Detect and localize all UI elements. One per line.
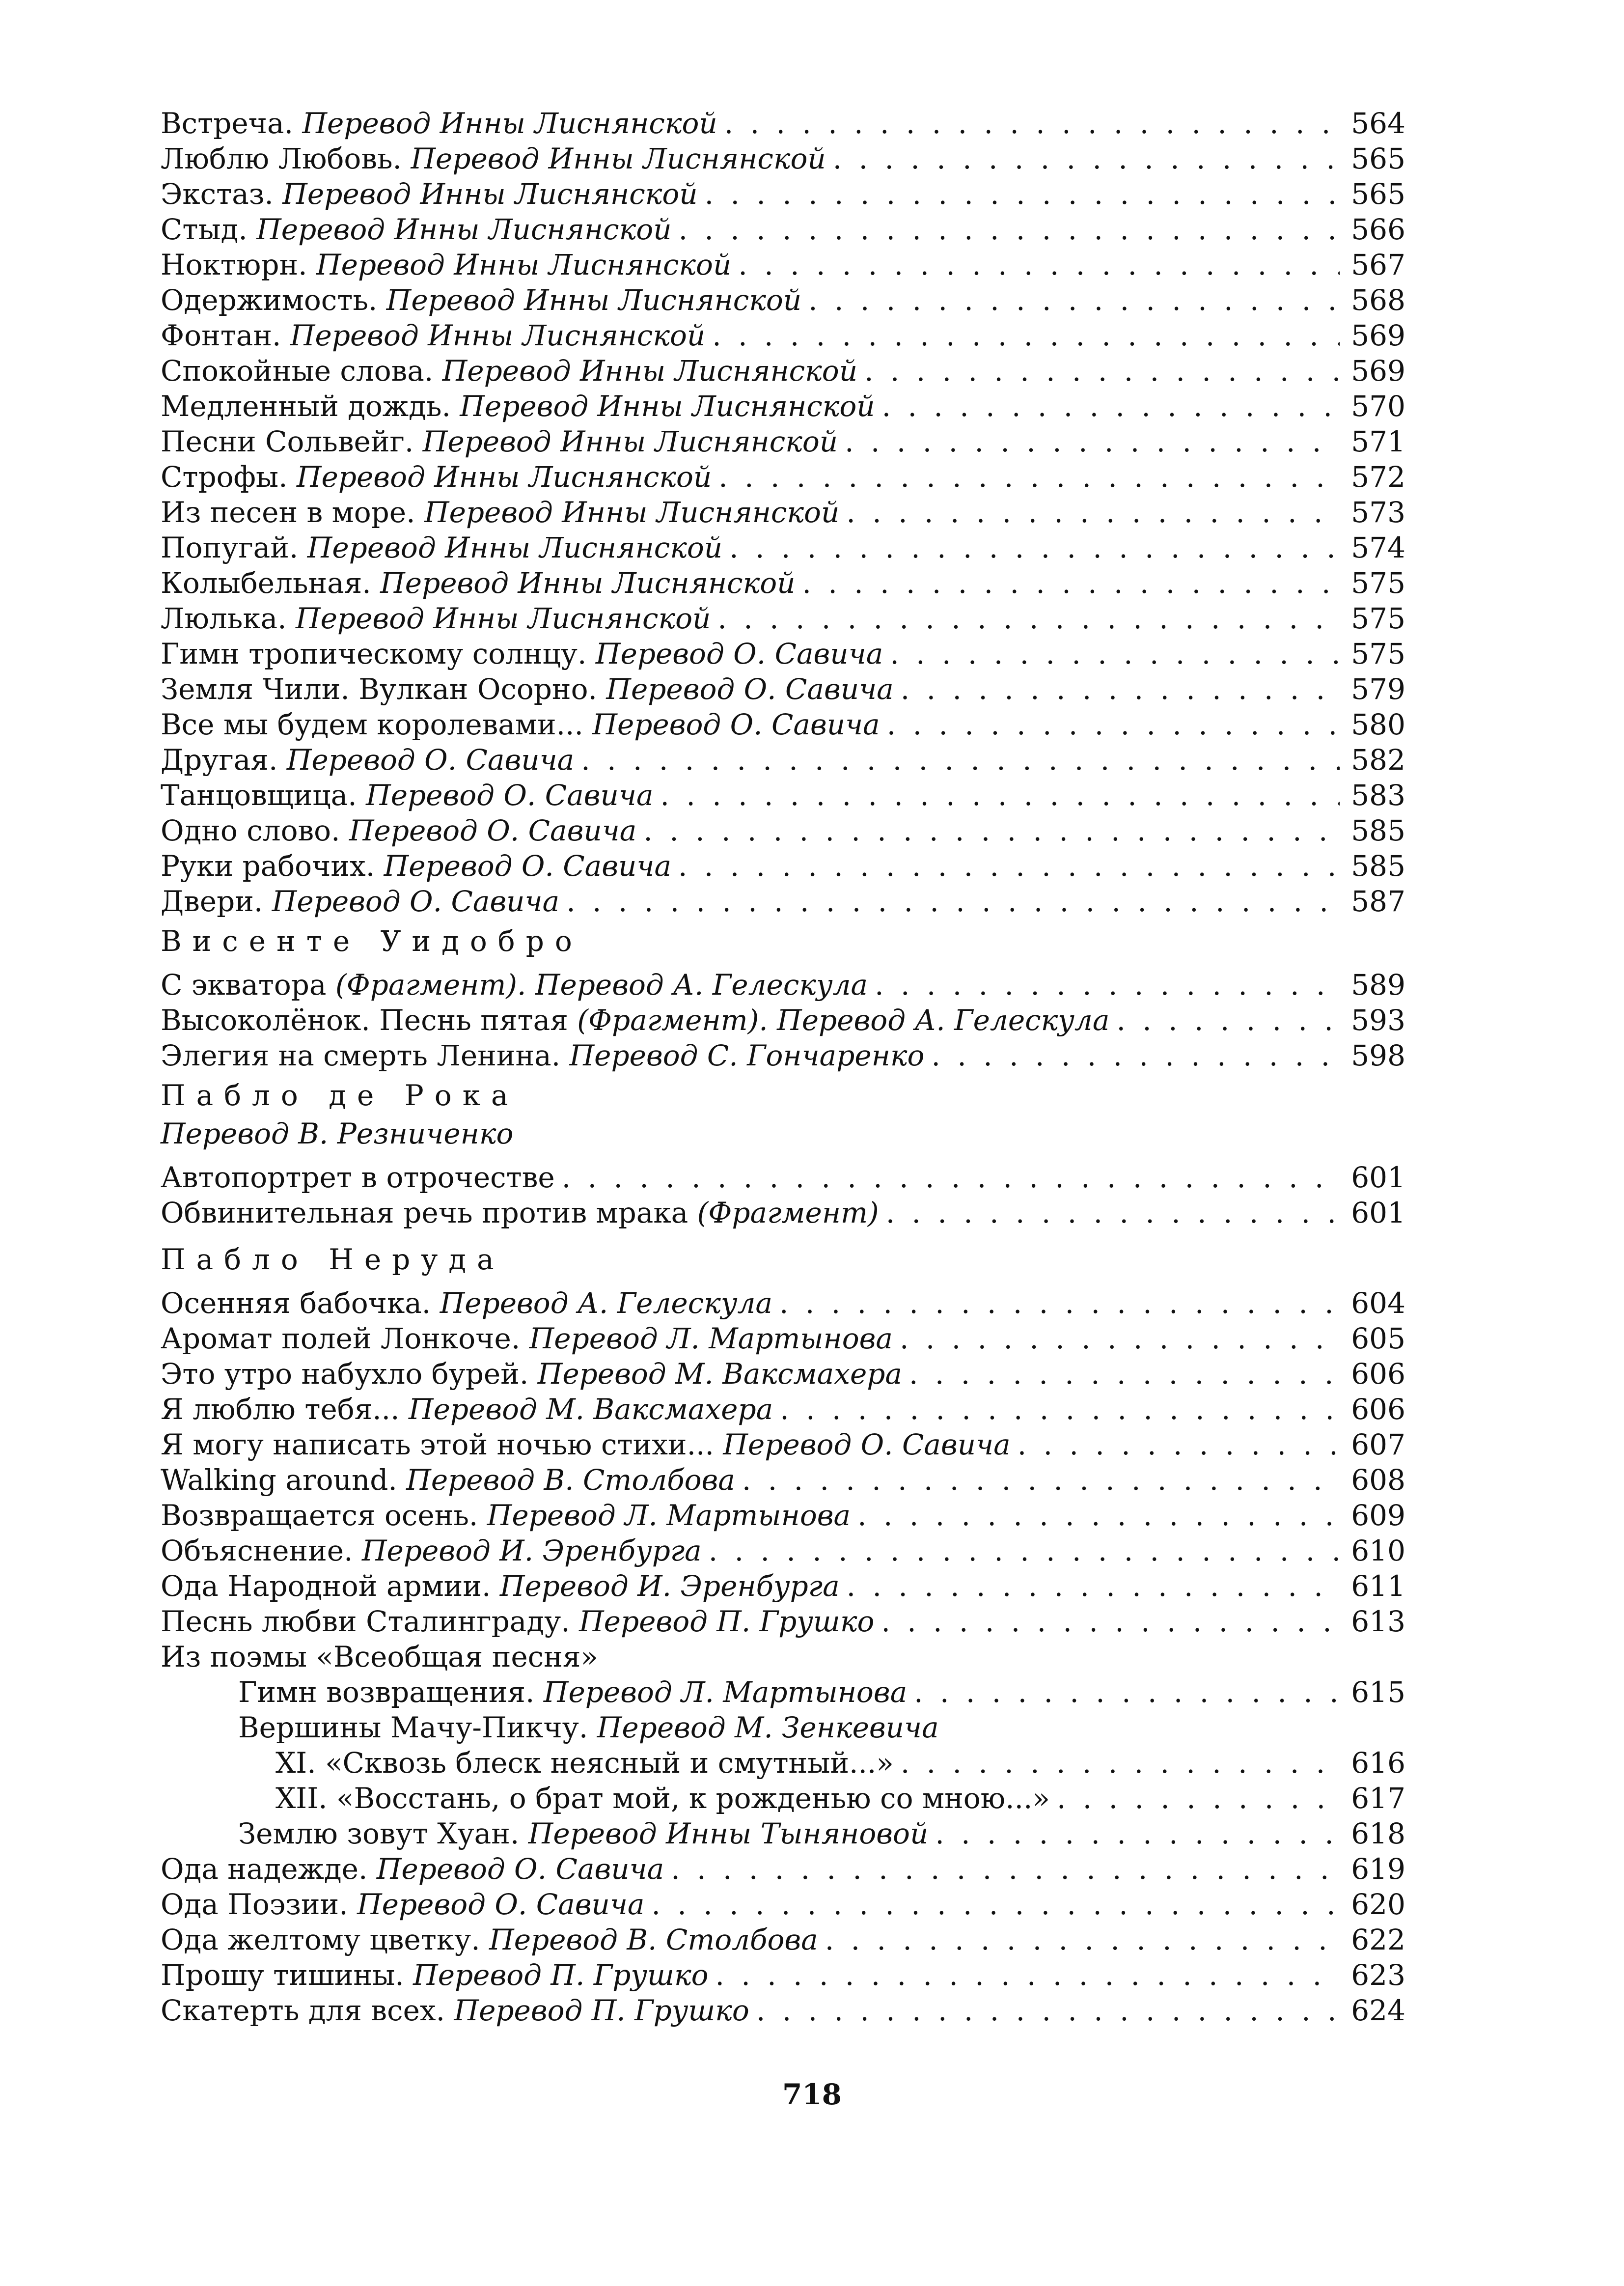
table-of-contents (161, 106, 1405, 2028)
entry-title-text: Вершины Мачу-Пикчу. (238, 1711, 588, 1744)
entry-title (161, 636, 883, 671)
entry-page-number: 601 (1351, 1161, 1405, 1194)
entry-page-number: 575 (1351, 566, 1405, 600)
toc-entry (161, 1887, 1405, 1922)
toc-entry (161, 884, 1405, 919)
entry-title-text: Медленный дождь. (161, 390, 451, 423)
dot-leader (679, 212, 1340, 247)
entry-page-number: 569 (1351, 319, 1405, 352)
entry-title (161, 1851, 664, 1887)
entry-title (161, 1887, 644, 1922)
entry-title (161, 707, 880, 742)
entry-translator: Перевод Инны Тыняновой (528, 1817, 929, 1850)
entry-translator: Перевод Инны Лиснянской (460, 390, 875, 423)
entry-title (161, 1160, 555, 1195)
entry-title-text: Танцовщица. (161, 779, 357, 812)
entry-translator: Перевод О. Савича (606, 672, 894, 706)
entry-translator: Перевод О. Савича (349, 814, 637, 847)
entry-title (161, 813, 636, 848)
entry-translator: Перевод Инны Лиснянской (386, 283, 802, 317)
entry-title-text: Ода Народной армии. (161, 1569, 491, 1603)
dot-leader (671, 1851, 1340, 1887)
entry-page-number: 618 (1351, 1817, 1405, 1850)
entry-title-text: Осенняя бабочка. (161, 1286, 431, 1320)
toc-entry (161, 212, 1405, 247)
dot-leader (678, 848, 1340, 884)
entry-title (161, 212, 672, 247)
entry-title-text: Люлька. (161, 602, 287, 635)
entry-title (238, 1710, 939, 1745)
entry-translator: Перевод Инны Лиснянской (302, 107, 717, 140)
entry-page-number: 570 (1351, 390, 1405, 423)
entry-title (161, 1321, 893, 1356)
entry-translator: Перевод Инны Лиснянской (442, 354, 858, 388)
entry-title-text: Элегия на смерть Ленина. (161, 1039, 561, 1072)
entry-title-text: Одержимость. (161, 283, 378, 317)
entry-translator: Перевод И. Эренбурга (361, 1534, 702, 1567)
entry-title-text: Я люблю тебя... (161, 1393, 400, 1426)
toc-entry (161, 967, 1405, 1003)
entry-page-number: 606 (1351, 1393, 1405, 1426)
entry-title-text: Возвращается осень. (161, 1499, 478, 1532)
entry-title (161, 141, 826, 176)
entry-page-number: 575 (1351, 602, 1405, 635)
entry-title (161, 1195, 879, 1230)
toc-entry (161, 813, 1405, 848)
entry-title-text: Другая. (161, 743, 278, 777)
spacer (161, 1230, 1405, 1237)
section-author-huidobro: Висенте Уидобро (161, 924, 583, 958)
toc-entry (161, 565, 1405, 601)
entry-title-text: Обвинительная речь против мрака (161, 1196, 688, 1229)
entry-title (161, 884, 559, 919)
toc-entry (161, 353, 1405, 389)
entry-page-number: 608 (1351, 1463, 1405, 1497)
entry-title-text: Люблю Любовь. (161, 142, 402, 175)
toc-entry (161, 176, 1405, 212)
dot-leader (709, 1533, 1340, 1568)
entry-title-text: Строфы. (161, 460, 288, 494)
entry-title-text: Землю зовут Хуан. (238, 1817, 520, 1850)
entry-page-number: 624 (1351, 1994, 1405, 2027)
entry-title-text: Встреча. (161, 107, 294, 140)
dot-leader (909, 1356, 1340, 1392)
entry-title-text: XI. «Сквозь блеск неясный и смутный...» (275, 1746, 894, 1780)
toc-entry (161, 1285, 1405, 1321)
dot-leader (881, 1604, 1340, 1639)
entry-title-text: Одно слово. (161, 814, 340, 847)
entry-translator: Перевод Инны Лиснянской (380, 566, 796, 600)
entry-page-number: 611 (1351, 1569, 1405, 1603)
entry-page-number: 620 (1351, 1888, 1405, 1921)
toc-entry (161, 282, 1405, 318)
section-author-rokha: Пабло де Рока (161, 1079, 519, 1112)
entry-translator: Перевод М. Ваксмахера (537, 1357, 902, 1391)
toc-entry (161, 1003, 1405, 1038)
entry-title (161, 565, 796, 601)
dot-leader (1018, 1427, 1340, 1462)
entry-page-number: 571 (1351, 425, 1405, 458)
entry-translator: Перевод О. Савича (357, 1888, 645, 1921)
entry-title (275, 1745, 894, 1781)
dot-leader (729, 530, 1340, 565)
entry-page-number: 615 (1351, 1675, 1405, 1709)
entry-title (161, 1356, 902, 1392)
toc-entry (161, 389, 1405, 424)
dot-leader (651, 1887, 1340, 1922)
entry-title-text: Из песен в море. (161, 496, 415, 529)
spacer (161, 960, 1405, 967)
toc-entry (161, 1195, 1405, 1230)
entry-title (161, 424, 838, 459)
entry-title-text: Ода желтому цветку. (161, 1923, 480, 1956)
toc-entry (161, 636, 1405, 671)
entry-page-number: 585 (1351, 814, 1405, 847)
dot-leader (712, 318, 1340, 353)
toc-entry (161, 1038, 1405, 1073)
entry-page-number: 567 (1351, 248, 1405, 281)
dot-leader (901, 671, 1340, 707)
entry-page-number: 616 (1351, 1746, 1405, 1780)
toc-entry (161, 1392, 1405, 1427)
entry-title (161, 1498, 851, 1533)
dot-leader (886, 1195, 1340, 1230)
entry-title-text: Гимн возвращения. (238, 1675, 535, 1709)
entry-page-number: 604 (1351, 1286, 1405, 1320)
entry-translator: Перевод М. Зенкевича (597, 1711, 939, 1744)
entry-translator: Перевод О. Савича (286, 743, 575, 777)
entry-page-number: 601 (1351, 1196, 1405, 1229)
entry-title (161, 1922, 818, 1957)
entry-page-number: 579 (1351, 672, 1405, 706)
entry-translator: Перевод Инны Лиснянской (290, 319, 706, 352)
entry-page-number: 585 (1351, 849, 1405, 883)
entry-title (161, 601, 711, 636)
toc-entry (161, 671, 1405, 707)
dot-leader (705, 176, 1340, 212)
entry-title (161, 1957, 709, 1993)
dot-leader (846, 495, 1340, 530)
dot-leader (566, 884, 1340, 919)
entry-translator: Перевод Л. Мартынова (529, 1322, 893, 1355)
toc-entry (161, 495, 1405, 530)
entry-translator: Перевод О. Савича (376, 1852, 664, 1886)
entry-title (161, 1462, 735, 1498)
section-author-neruda: Пабло Неруда (161, 1243, 505, 1276)
entry-title-text: Все мы будем королевами... (161, 708, 583, 741)
entry-translator: Перевод А. Гелескула (440, 1286, 772, 1320)
dot-leader (847, 1568, 1340, 1604)
entry-translator: Перевод Инны Лиснянской (296, 602, 711, 635)
toc-entry (161, 707, 1405, 742)
entry-translator: Перевод О. Савича (723, 1428, 1011, 1461)
entry-title (161, 671, 894, 707)
entry-title (161, 495, 839, 530)
entry-title (161, 389, 875, 424)
toc-entry (161, 1993, 1405, 2028)
entry-title (238, 1674, 907, 1710)
toc-entry (161, 1427, 1405, 1462)
entry-title (161, 318, 705, 353)
entry-translator: Перевод А. Гелескула (535, 968, 868, 1002)
entry-translator: Перевод Инны Лиснянской (256, 213, 672, 246)
poem-heading: Из поэмы «Всеобщая песня» (161, 1640, 598, 1673)
entry-title (161, 1568, 840, 1604)
toc-entry (161, 1922, 1405, 1957)
toc-entry (161, 1498, 1405, 1533)
toc-entry (161, 742, 1405, 778)
toc-entry (161, 1957, 1405, 1993)
entry-title (161, 1392, 773, 1427)
dot-leader (1057, 1781, 1340, 1816)
entry-page-number: 605 (1351, 1322, 1405, 1355)
dot-leader (857, 1498, 1340, 1533)
entry-title-text: С экватора (161, 968, 327, 1002)
entry-title-text: Стыд. (161, 213, 248, 246)
toc-entry (161, 424, 1405, 459)
entry-note: (Фрагмент) (697, 1196, 879, 1229)
toc-entry (161, 1781, 1405, 1816)
toc-entry (161, 141, 1405, 176)
entry-title-text: Ода Поэзии. (161, 1888, 348, 1921)
entry-title (161, 530, 722, 565)
dot-leader (716, 1957, 1340, 1993)
entry-page-number: 569 (1351, 354, 1405, 388)
entry-page-number: 565 (1351, 142, 1405, 175)
toc-entry (161, 1816, 1405, 1851)
entry-title-text: XII. «Восстань, о брат мой, к рожденью со мною...» (275, 1782, 1050, 1815)
entry-page-number: 573 (1351, 496, 1405, 529)
entry-title (161, 247, 731, 282)
entry-page-number: 609 (1351, 1499, 1405, 1532)
entry-title-text: Аромат полей Лонкоче. (161, 1322, 521, 1355)
toc-entry (161, 1674, 1405, 1710)
entry-translator: Перевод И. Эренбурга (499, 1569, 840, 1603)
entry-title-text: Двери. (161, 885, 263, 918)
dot-leader (756, 1993, 1340, 2028)
section-translator: Перевод В. Резниченко (161, 1117, 514, 1150)
entry-page-number: 606 (1351, 1357, 1405, 1391)
spacer (161, 1153, 1405, 1160)
entry-page-number: 589 (1351, 968, 1405, 1002)
spacer (161, 1279, 1405, 1285)
page-number-footer: 718 (782, 2078, 842, 2111)
entry-page-number: 587 (1351, 885, 1405, 918)
entry-page-number: 575 (1351, 637, 1405, 670)
dot-leader (808, 282, 1340, 318)
dot-leader (825, 1922, 1340, 1957)
entry-title-text: Высоколёнок. Песнь пятая (161, 1004, 568, 1037)
entry-title-text: Walking around. (161, 1463, 397, 1497)
entry-title (161, 742, 574, 778)
toc-entry (161, 1568, 1405, 1604)
entry-title (238, 1816, 928, 1851)
entry-title-text: Это утро набухло бурей. (161, 1357, 529, 1391)
entry-translator: Перевод Инны Лиснянской (296, 460, 712, 494)
entry-title-text: Ода надежде. (161, 1852, 368, 1886)
entry-page-number: 583 (1351, 779, 1405, 812)
entry-page-number: 568 (1351, 283, 1405, 317)
entry-title (161, 778, 654, 813)
entry-note: (Фрагмент). (335, 968, 526, 1002)
dot-leader (724, 106, 1340, 141)
entry-title-text: Автопортрет в отрочестве (161, 1161, 555, 1194)
toc-entry (161, 459, 1405, 495)
entry-page-number: 607 (1351, 1428, 1405, 1461)
entry-title (161, 176, 698, 212)
dot-leader (931, 1038, 1340, 1073)
entry-translator: Перевод В. Столбова (406, 1463, 735, 1497)
toc-entry (161, 1533, 1405, 1568)
dot-leader (742, 1462, 1340, 1498)
dot-leader (738, 247, 1340, 282)
dot-leader (581, 742, 1340, 778)
entry-page-number: 564 (1351, 107, 1405, 140)
entry-page-number: 565 (1351, 177, 1405, 211)
entry-title-text: Скатерть для всех. (161, 1994, 445, 2027)
entry-page-number: 617 (1351, 1782, 1405, 1815)
entry-translator: Перевод Инны Лиснянской (422, 425, 838, 458)
dot-leader (780, 1392, 1340, 1427)
entry-translator: Перевод С. Гончаренко (569, 1039, 925, 1072)
entry-title (161, 848, 671, 884)
toc-entry (161, 318, 1405, 353)
entry-page-number: 613 (1351, 1605, 1405, 1638)
entry-translator: Перевод О. Савича (592, 708, 880, 741)
entry-title-text: Прошу тишины. (161, 1958, 404, 1992)
dot-leader (882, 389, 1340, 424)
dot-leader (718, 459, 1340, 495)
entry-title (161, 1993, 749, 2028)
toc-entry (161, 530, 1405, 565)
entry-title-text: Земля Чили. Вулкан Осорно. (161, 672, 597, 706)
entry-page-number: 619 (1351, 1852, 1405, 1886)
entry-title-text: Песнь любви Сталинграду. (161, 1605, 570, 1638)
entry-translator: Перевод Инны Лиснянской (424, 496, 840, 529)
toc-entry (161, 1356, 1405, 1392)
entry-title (275, 1781, 1050, 1816)
toc-entry (161, 1160, 1405, 1195)
entry-title-text: Попугай. (161, 531, 299, 564)
entry-title (161, 1003, 1109, 1038)
entry-translator: Перевод Инны Лиснянской (316, 248, 732, 281)
dot-leader (845, 424, 1340, 459)
entry-title (161, 1285, 772, 1321)
entry-title-text: Гимн тропическому солнцу. (161, 637, 587, 670)
dot-leader (887, 707, 1340, 742)
entry-translator: Перевод Л. Мартынова (487, 1499, 851, 1532)
entry-page-number: 580 (1351, 708, 1405, 741)
entry-title-text: Ноктюрн. (161, 248, 307, 281)
dot-leader (901, 1745, 1340, 1781)
entry-title (161, 353, 857, 389)
dot-leader (935, 1816, 1340, 1851)
entry-translator: Перевод О. Савича (366, 779, 654, 812)
entry-title-text: Экстаз. (161, 177, 274, 211)
dot-leader (864, 353, 1340, 389)
entry-title-text: Я могу написать этой ночью стихи... (161, 1428, 714, 1461)
dot-leader (661, 778, 1340, 813)
dot-leader (562, 1160, 1340, 1195)
entry-translator: Перевод М. Ваксмахера (408, 1393, 773, 1426)
entry-translator: Перевод Л. Мартынова (543, 1675, 908, 1709)
entry-translator: Перевод О. Савича (272, 885, 560, 918)
entry-translator: Перевод О. Савича (384, 849, 672, 883)
entry-translator: Перевод А. Гелескула (777, 1004, 1110, 1037)
entry-title (161, 1533, 702, 1568)
entry-page-number: 598 (1351, 1039, 1405, 1072)
entry-title-text: Песни Сольвейг. (161, 425, 414, 458)
toc-entry (161, 1462, 1405, 1498)
dot-leader (914, 1674, 1340, 1710)
entry-page-number: 566 (1351, 213, 1405, 246)
entry-title (161, 106, 717, 141)
entry-title-text: Фонтан. (161, 319, 281, 352)
entry-title-text: Объяснение. (161, 1534, 353, 1567)
dot-leader (779, 1285, 1340, 1321)
toc-entry (161, 106, 1405, 141)
dot-leader (1116, 1003, 1340, 1038)
toc-entry (161, 601, 1405, 636)
entry-page-number: 593 (1351, 1004, 1405, 1037)
dot-leader (890, 636, 1340, 671)
entry-title-text: Колыбельная. (161, 566, 371, 600)
entry-translator: Перевод О. Савича (595, 637, 883, 670)
entry-page-number: 582 (1351, 743, 1405, 777)
entry-page-number: 622 (1351, 1923, 1405, 1956)
dot-leader (900, 1321, 1340, 1356)
entry-translator: Перевод В. Столбова (489, 1923, 818, 1956)
dot-leader (875, 967, 1340, 1003)
entry-title (161, 459, 712, 495)
entry-title-text: Руки рабочих. (161, 849, 375, 883)
dot-leader (802, 565, 1340, 601)
entry-page-number: 572 (1351, 460, 1405, 494)
entry-translator: Перевод П. Грушко (413, 1958, 709, 1992)
machu-picchu-heading (161, 1710, 1405, 1745)
entry-title (161, 1604, 874, 1639)
entry-translator: Перевод П. Грушко (579, 1605, 875, 1638)
entry-translator: Перевод Инны Лиснянской (411, 142, 826, 175)
toc-entry (161, 247, 1405, 282)
entry-title (161, 1427, 1011, 1462)
entry-note: (Фрагмент). (577, 1004, 768, 1037)
entry-title (161, 967, 868, 1003)
toc-entry (161, 848, 1405, 884)
entry-translator: Перевод П. Грушко (454, 1994, 749, 2027)
dot-leader (717, 601, 1340, 636)
toc-entry (161, 1321, 1405, 1356)
entry-translator: Перевод Инны Лиснянской (307, 531, 723, 564)
entry-title-text: Спокойные слова. (161, 354, 434, 388)
entry-title (161, 282, 801, 318)
dot-leader (833, 141, 1340, 176)
entry-page-number: 610 (1351, 1534, 1405, 1567)
entry-page-number: 623 (1351, 1958, 1405, 1992)
entry-translator: Перевод Инны Лиснянской (282, 177, 698, 211)
toc-entry (161, 1745, 1405, 1781)
toc-entry (161, 1604, 1405, 1639)
dot-leader (643, 813, 1340, 848)
toc-entry (161, 1851, 1405, 1887)
entry-page-number: 574 (1351, 531, 1405, 564)
entry-title (161, 1038, 924, 1073)
toc-entry (161, 778, 1405, 813)
